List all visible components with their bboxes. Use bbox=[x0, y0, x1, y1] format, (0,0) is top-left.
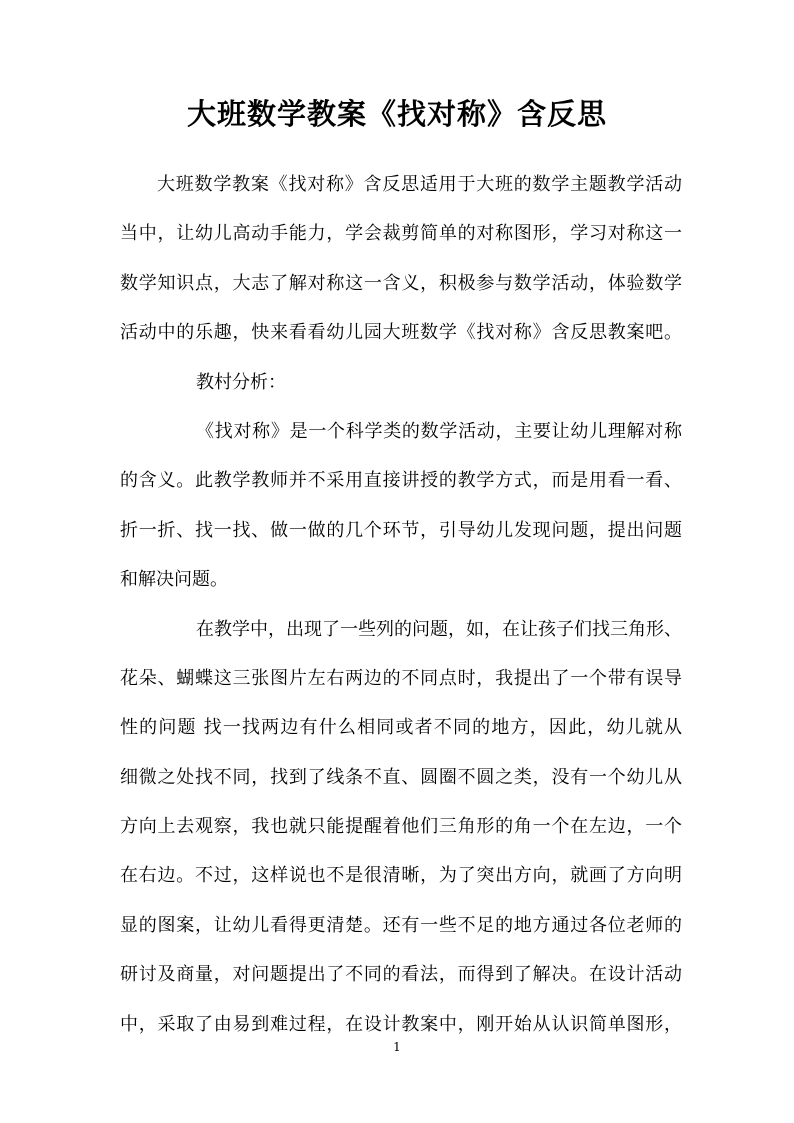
text-line: 方向上去观察，我也就只能提醒着他们三角形的角一个在左边，一个 bbox=[120, 816, 682, 838]
text-line: 的含义。此教学教师并不采用直接讲授的教学方式，而是用看一看、 bbox=[120, 470, 682, 492]
text-line: 和解决问题。 bbox=[120, 569, 228, 591]
text-line: 在教学中，出现了一些列的问题，如，在让孩子们找三角形、 bbox=[196, 618, 682, 640]
document-body bbox=[120, 165, 682, 1054]
text-line: 性的问题 找一找两边有什么相同或者不同的地方，因此，幼儿就从 bbox=[120, 717, 682, 739]
text-line: 研讨及商量，对问题提出了不同的看法，而得到了解决。在设计活动 bbox=[120, 964, 682, 986]
text-line: 大班数学教案《找对称》含反思适用于大班的数学主题教学活动 bbox=[157, 174, 682, 195]
text-line: 教村分析： bbox=[196, 371, 286, 393]
text-line: 《找对称》是一个科学类的数学活动，主要让幼儿理解对称 bbox=[196, 420, 682, 442]
text-line: 中，采取了由易到难过程，在设计教案中，刚开始从认识简单图形， bbox=[120, 1013, 682, 1035]
text-line: 细微之处找不同，找到了线条不直、圆圈不圆之类，没有一个幼儿从 bbox=[120, 766, 682, 788]
text-line: 数学知识点，大志了解对称这一含义，积极参与数学活动，体验数学 bbox=[120, 272, 682, 294]
text-line: 显的图案，让幼儿看得更清楚。还有一些不足的地方通过各位老师的 bbox=[120, 914, 682, 936]
text-line: 花朵、蝴蝶这三张图片左右两边的不同点时，我提出了一个带有误导 bbox=[120, 667, 682, 689]
document-title: 大班数学教案《找对称》含反思 bbox=[186, 97, 607, 131]
page-number: 1 bbox=[393, 1040, 401, 1054]
text-line: 折一折、找一找、做一做的几个环节，引导幼儿发现问题，提出问题 bbox=[120, 519, 682, 541]
text-line: 当中，让幼儿高动手能力，学会裁剪简单的对称图形，学习对称这一 bbox=[120, 223, 682, 245]
text-line: 活动中的乐趣，快来看看幼儿园大班数学《找对称》含反思教案吧。 bbox=[120, 322, 682, 344]
text-line: 在右边。不过，这样说也不是很清晰，为了突出方向，就画了方向明 bbox=[120, 865, 682, 887]
